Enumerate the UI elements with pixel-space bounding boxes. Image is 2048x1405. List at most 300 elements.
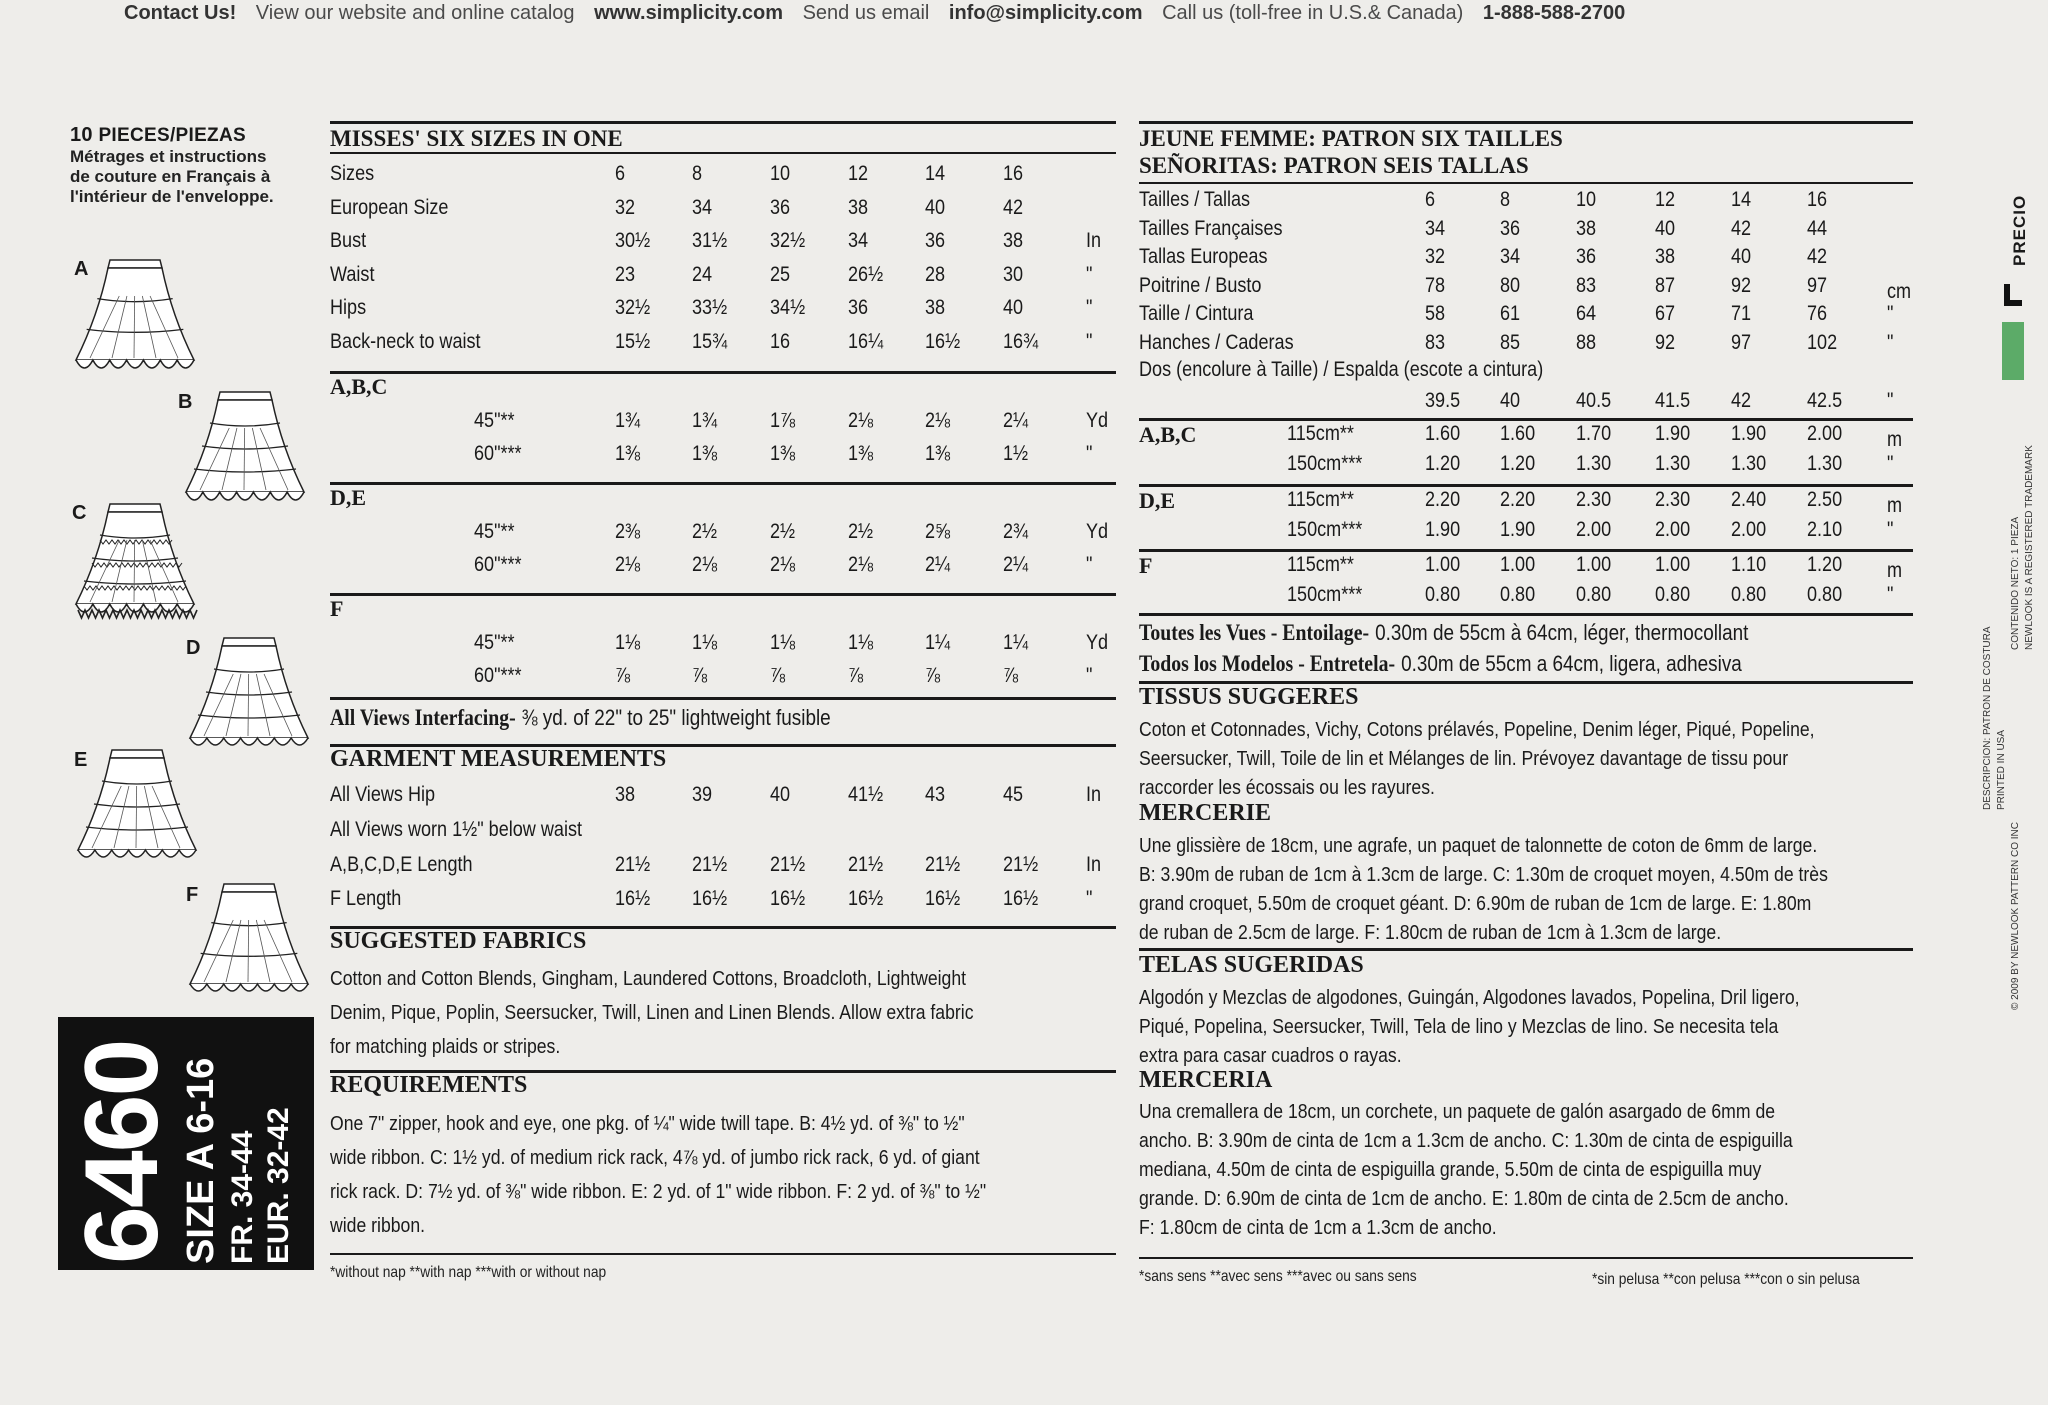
merceria-line: F: 1.80cm de cinta de 1cm a 1.3cm de ancho. bbox=[1139, 1216, 1497, 1239]
yardage-value: 2.20 bbox=[1500, 488, 1536, 511]
size-value: 38 bbox=[1003, 229, 1024, 252]
printed-text: PRINTED IN USA bbox=[1996, 729, 2007, 810]
size-value: 34 bbox=[1425, 216, 1446, 240]
size-value: 36 bbox=[1500, 216, 1521, 240]
view-group-label: F bbox=[330, 596, 344, 621]
yardage-value: ⅞ bbox=[925, 664, 941, 687]
yardage-value: 1⅛ bbox=[848, 631, 874, 654]
back-length-value: 41.5 bbox=[1655, 389, 1691, 412]
trademark-text: NEWLOOK IS A REGISTERED TRADEMARK bbox=[2024, 445, 2035, 650]
english-title-rule bbox=[330, 152, 1116, 154]
size-value: 92 bbox=[1655, 330, 1676, 354]
interfacing-text: ⅜ yd. of 22" to 25" lightweight fusible bbox=[521, 705, 831, 730]
yardage-value: 2⅛ bbox=[848, 553, 874, 576]
garment-value: 21½ bbox=[1003, 853, 1039, 876]
size-value: 38 bbox=[925, 296, 946, 319]
fabric-width: 60"*** bbox=[474, 553, 522, 576]
size-value: 24 bbox=[692, 262, 713, 286]
view-letter-a: A bbox=[74, 258, 89, 280]
unit: " bbox=[1086, 553, 1093, 576]
yardage-value: 0.80 bbox=[1807, 583, 1843, 606]
unit: " bbox=[1086, 664, 1093, 687]
view-block-rule bbox=[1139, 484, 1913, 487]
interfacing-rule bbox=[1139, 613, 1913, 616]
yardage-value: 1¼ bbox=[1003, 631, 1029, 654]
size-value: 15¾ bbox=[692, 329, 728, 353]
french-note-1: Métrages et instructions bbox=[70, 147, 267, 166]
yardage-value: 1⅜ bbox=[848, 442, 874, 465]
english-title: MISSES' SIX SIZES IN ONE bbox=[330, 126, 623, 151]
size-row-label: Tailles / Tallas bbox=[1139, 188, 1251, 211]
size-value: 44 bbox=[1807, 216, 1828, 240]
skirt-view-c-icon bbox=[70, 500, 200, 622]
yardage-value: 1.00 bbox=[1655, 553, 1691, 576]
view-block-rule bbox=[330, 371, 1116, 374]
garment-value: 21½ bbox=[925, 853, 961, 876]
unit: In bbox=[1086, 783, 1102, 806]
requirements-line: wide ribbon. C: 1½ yd. of medium rick rack, 4⅞ yd. of jumbo rick rack, 6 yd. of giant bbox=[330, 1146, 980, 1169]
size-row-label: Poitrine / Busto bbox=[1139, 273, 1262, 297]
yardage-value: 1⅜ bbox=[770, 442, 796, 465]
fabrics-line: Cotton and Cotton Blends, Gingham, Laundered Cottons, Broadcloth, Lightweight bbox=[330, 967, 967, 990]
garment-value: 40 bbox=[770, 783, 791, 806]
back-length-value: 40.5 bbox=[1576, 389, 1612, 412]
view-letter-b: B bbox=[178, 391, 193, 413]
size-value: 58 bbox=[1425, 302, 1446, 325]
yardage-value: ⅞ bbox=[848, 664, 864, 687]
telas-line: Algodón y Mezclas de algodones, Guingán, Algodones lavados, Popelina, Dril ligero, bbox=[1139, 986, 1800, 1009]
yardage-value: 1¾ bbox=[692, 409, 718, 432]
size-value: 40 bbox=[1655, 216, 1676, 240]
mercerie-line: Une glissière de 18cm, une agrafe, un paquet de talonnette de coton de 6mm de large. bbox=[1139, 834, 1818, 857]
size-value: 15½ bbox=[615, 329, 651, 353]
english-top-rule bbox=[330, 121, 1116, 124]
garment-value: 45 bbox=[1003, 783, 1024, 806]
size-row-label: Tallas Europeas bbox=[1139, 245, 1268, 268]
unit: In bbox=[1086, 853, 1102, 876]
size-value: 33½ bbox=[692, 296, 728, 319]
view-letter-f: F bbox=[186, 884, 199, 906]
size-row-label: Sizes bbox=[330, 162, 375, 185]
yardage-value: 2½ bbox=[770, 520, 796, 543]
interfacing-es-text: 0.30m de 55cm a 64cm, ligera, adhesiva bbox=[1401, 651, 1742, 676]
view-block-rule bbox=[330, 593, 1116, 596]
website-link[interactable]: www.simplicity.com bbox=[594, 2, 784, 24]
merceria-line: ancho. B: 3.90m de cinta de 1cm a 1.3cm de ancho. C: 1.30m de cinta de espiguilla bbox=[1139, 1129, 1793, 1152]
yardage-value: 1⅜ bbox=[615, 442, 641, 465]
merceria-line: grande. D: 6.90m de cinta de 1cm de ancho. E: 1.80m de cinta de 2.5cm de ancho. bbox=[1139, 1187, 1789, 1210]
interfacing-es-line bbox=[1139, 651, 1742, 677]
copyright-text: © 2009 BY NEWLOOK PATTERN CO INC bbox=[2010, 822, 2021, 1010]
interfacing-rule bbox=[330, 697, 1116, 700]
contact-label: Contact Us! bbox=[124, 2, 237, 24]
unit: " bbox=[1887, 302, 1894, 325]
mercerie-line: B: 3.90m de ruban de 1cm à 1.3cm de large. C: 1.30m de croquet moyen, 4.50m de très bbox=[1139, 863, 1828, 886]
back-length-value: 39.5 bbox=[1425, 389, 1461, 412]
fabric-width: 45"** bbox=[474, 409, 515, 432]
size-value: 80 bbox=[1500, 273, 1521, 297]
precio-label: PRECIO bbox=[2010, 194, 2029, 266]
size-value: 76 bbox=[1807, 302, 1828, 325]
unit: Yd bbox=[1086, 520, 1109, 543]
unit: m bbox=[1887, 494, 1903, 517]
size-row-label: Tailles Françaises bbox=[1139, 216, 1283, 240]
view-letter-e: E bbox=[74, 749, 88, 771]
size-value: 30½ bbox=[615, 229, 651, 252]
phone-number: 1-888-588-2700 bbox=[1482, 2, 1626, 24]
size-value: 16¼ bbox=[848, 329, 884, 353]
unit: " bbox=[1887, 518, 1894, 541]
yardage-value: 1.00 bbox=[1500, 553, 1536, 576]
yardage-value: 2.00 bbox=[1807, 422, 1843, 445]
yardage-value: 1.00 bbox=[1576, 553, 1612, 576]
yardage-value: ⅞ bbox=[1003, 664, 1019, 687]
fabric-width: 45"** bbox=[474, 520, 515, 543]
size-value: 16 bbox=[770, 329, 791, 353]
fabric-width: 60"*** bbox=[474, 442, 522, 465]
unit: " bbox=[1086, 296, 1093, 319]
merceria-line: Una cremallera de 18cm, un corchete, un paquete de galón asargado de 6mm de bbox=[1139, 1100, 1776, 1123]
yardage-value: 1⅛ bbox=[615, 631, 641, 654]
price-swatch bbox=[2002, 322, 2024, 380]
size-value: 16¾ bbox=[1003, 329, 1039, 353]
french-top-rule bbox=[1139, 121, 1913, 124]
size-value: 14 bbox=[1731, 188, 1752, 211]
size-value: 8 bbox=[692, 162, 703, 185]
fabric-width: 150cm*** bbox=[1287, 583, 1363, 606]
size-value: 87 bbox=[1655, 273, 1676, 297]
back-length-label: Dos (encolure à Taille) / Espalda (escote a cintura) bbox=[1139, 358, 1544, 381]
telas-line: extra para casar cuadros o rayas. bbox=[1139, 1044, 1402, 1067]
garment-value: 39 bbox=[692, 783, 713, 806]
yardage-value: 2⅛ bbox=[615, 553, 641, 576]
size-value: 67 bbox=[1655, 302, 1676, 325]
size-value: 102 bbox=[1807, 330, 1838, 354]
unit: Yd bbox=[1086, 409, 1109, 432]
unit: " bbox=[1086, 442, 1093, 465]
unit: m bbox=[1887, 428, 1903, 451]
email-link[interactable]: info@simplicity.com bbox=[948, 2, 1143, 24]
tissus-line: Coton et Cotonnades, Vichy, Cotons prélavés, Popeline, Denim léger, Piqué, Popeline, bbox=[1139, 718, 1815, 741]
size-value: 78 bbox=[1425, 273, 1446, 297]
yardage-value: 2⅛ bbox=[848, 409, 874, 432]
unit: cm bbox=[1887, 279, 1912, 303]
size-row-label: Waist bbox=[330, 262, 375, 286]
view-group-label: D,E bbox=[330, 485, 367, 510]
size-range: SIZE A 6-16 bbox=[180, 1057, 222, 1264]
size-row-label: Back-neck to waist bbox=[330, 329, 481, 353]
yardage-value: ⅞ bbox=[770, 664, 786, 687]
spanish-title: SEÑORITAS: PATRON SEIS TALLAS bbox=[1139, 153, 1529, 178]
yardage-value: 2.20 bbox=[1425, 488, 1461, 511]
yardage-value: ⅞ bbox=[692, 664, 708, 687]
unit: " bbox=[1887, 389, 1894, 412]
yardage-value: 2.00 bbox=[1731, 518, 1767, 541]
yardage-value: 1.90 bbox=[1500, 518, 1536, 541]
garment-row-label: A,B,C,D,E Length bbox=[330, 853, 473, 876]
size-value: 40 bbox=[1003, 296, 1024, 319]
yardage-value: 0.80 bbox=[1655, 583, 1691, 606]
yardage-value: 2⅛ bbox=[925, 409, 951, 432]
yardage-value: 0.80 bbox=[1500, 583, 1536, 606]
size-value: 32 bbox=[1425, 245, 1446, 268]
fabrics-title: SUGGESTED FABRICS bbox=[330, 928, 587, 954]
footnote-fr: *sans sens **avec sens ***avec ou sans sens bbox=[1139, 1268, 1417, 1285]
yardage-value: 1.30 bbox=[1576, 452, 1612, 475]
size-value: 8 bbox=[1500, 188, 1511, 211]
size-value: 10 bbox=[770, 162, 791, 185]
size-row-label: Bust bbox=[330, 229, 367, 252]
yardage-value: 1.70 bbox=[1576, 422, 1612, 445]
size-value: 34½ bbox=[770, 296, 806, 319]
size-value: 83 bbox=[1425, 330, 1446, 354]
size-value: 71 bbox=[1731, 302, 1752, 325]
yardage-value: 2¼ bbox=[925, 553, 951, 576]
tissus-line: Seersucker, Twill, Toile de lin et Mélanges de lin. Prévoyez davantage de tissu pour bbox=[1139, 747, 1789, 770]
unit: " bbox=[1887, 452, 1894, 475]
mercerie-line: de ruban de 2.5cm de large. F: 1.80cm de ruban de 1cm à 1.3cm de large. bbox=[1139, 921, 1722, 944]
yardage-value: 2.40 bbox=[1731, 488, 1767, 511]
size-value: 42 bbox=[1003, 195, 1024, 219]
fabrics-line: for matching plaids or stripes. bbox=[330, 1035, 561, 1058]
size-value: 36 bbox=[925, 229, 946, 252]
requirements-line: rick rack. D: 7½ yd. of ⅜" wide ribbon. E: 2 yd. of 1" wide ribbon. F: 2 yd. of ⅜" to ½" bbox=[330, 1180, 987, 1203]
size-value: 97 bbox=[1807, 273, 1828, 297]
eur-size-range: EUR. 32-42 bbox=[262, 1107, 295, 1264]
garment-value: 21½ bbox=[692, 853, 728, 876]
telas-title: TELAS SUGERIDAS bbox=[1139, 952, 1364, 978]
corner-mark-icon bbox=[2004, 284, 2022, 306]
size-value: 42 bbox=[1731, 216, 1752, 240]
yardage-value: 2⅝ bbox=[925, 520, 951, 543]
yardage-value: 1½ bbox=[1003, 442, 1029, 465]
website-text: View our website and online catalog bbox=[255, 2, 575, 24]
yardage-value: 1⅞ bbox=[770, 409, 796, 432]
size-value: 38 bbox=[1576, 216, 1597, 240]
unit: m bbox=[1887, 559, 1903, 582]
yardage-value: 2⅛ bbox=[770, 553, 796, 576]
yardage-value: 1.30 bbox=[1807, 452, 1843, 475]
telas-line: Piqué, Popelina, Seersucker, Twill, Tela de lino y Mezclas de lino. Se necesita tela bbox=[1139, 1015, 1779, 1038]
merceria-title: MERCERIA bbox=[1139, 1067, 1273, 1093]
size-value: 31½ bbox=[692, 229, 728, 252]
size-value: 38 bbox=[1655, 245, 1676, 268]
yardage-value: 1⅛ bbox=[692, 631, 718, 654]
yardage-value: 1⅛ bbox=[770, 631, 796, 654]
requirements-title: REQUIREMENTS bbox=[330, 1072, 528, 1098]
yardage-value: 1⅜ bbox=[692, 442, 718, 465]
size-value: 61 bbox=[1500, 302, 1521, 325]
yardage-value: 1.20 bbox=[1500, 452, 1536, 475]
yardage-value: 1.20 bbox=[1425, 452, 1461, 475]
garment-row-label: All Views worn 1½" below waist bbox=[330, 818, 583, 841]
size-value: 97 bbox=[1731, 330, 1752, 354]
view-block-rule bbox=[330, 482, 1116, 485]
size-value: 12 bbox=[1655, 188, 1676, 211]
size-value: 38 bbox=[848, 195, 869, 219]
garment-value: 21½ bbox=[848, 853, 884, 876]
size-value: 30 bbox=[1003, 262, 1024, 286]
garment-value: 16½ bbox=[925, 887, 961, 910]
size-value: 23 bbox=[615, 262, 636, 286]
yardage-value: 2¼ bbox=[1003, 409, 1029, 432]
size-value: 6 bbox=[615, 162, 626, 185]
skirt-view-a-icon bbox=[70, 256, 200, 378]
french-note-2: de couture en Français à bbox=[70, 167, 271, 186]
interfacing-line bbox=[330, 705, 831, 731]
view-letter-d: D bbox=[186, 637, 201, 659]
yardage-value: 0.80 bbox=[1576, 583, 1612, 606]
yardage-value: 2.00 bbox=[1655, 518, 1691, 541]
back-length-value: 42.5 bbox=[1807, 389, 1843, 412]
interfacing-fr-line bbox=[1139, 620, 1748, 646]
garment-value: 16½ bbox=[1003, 887, 1039, 910]
contact-bar bbox=[124, 2, 1639, 25]
yardage-value: 1.30 bbox=[1731, 452, 1767, 475]
size-row-label: Hips bbox=[330, 296, 367, 319]
fabric-width: 45"** bbox=[474, 631, 515, 654]
garment-title: GARMENT MEASUREMENTS bbox=[330, 746, 667, 772]
footnote-es: *sin pelusa **con pelusa ***con o sin pelusa bbox=[1592, 1271, 1860, 1288]
size-value: 6 bbox=[1425, 188, 1436, 211]
size-row-label: Taille / Cintura bbox=[1139, 302, 1254, 325]
yardage-value: 2½ bbox=[848, 520, 874, 543]
size-value: 16 bbox=[1807, 188, 1828, 211]
unit: " bbox=[1887, 330, 1894, 354]
skirt-view-e-icon bbox=[72, 746, 202, 868]
yardage-value: 2.50 bbox=[1807, 488, 1843, 511]
size-value: 92 bbox=[1731, 273, 1752, 297]
yardage-value: 1.60 bbox=[1425, 422, 1461, 445]
french-title: JEUNE FEMME: PATRON SIX TAILLES bbox=[1139, 126, 1563, 151]
footnote-rule bbox=[1139, 1257, 1913, 1259]
back-length-value: 40 bbox=[1500, 389, 1521, 412]
size-value: 40 bbox=[925, 195, 946, 219]
size-value: 40 bbox=[1731, 245, 1752, 268]
size-value: 28 bbox=[925, 262, 946, 286]
size-value: 42 bbox=[1807, 245, 1828, 268]
yardage-value: 2.00 bbox=[1576, 518, 1612, 541]
garment-value: 16½ bbox=[770, 887, 806, 910]
mercerie-title: MERCERIE bbox=[1139, 800, 1272, 826]
view-group-label: D,E bbox=[1139, 488, 1176, 513]
size-row-label: Hanches / Caderas bbox=[1139, 330, 1294, 354]
back-length-value: 42 bbox=[1731, 389, 1752, 412]
size-row-label: European Size bbox=[330, 195, 449, 219]
pieces-block bbox=[70, 124, 320, 207]
size-value: 36 bbox=[1576, 245, 1597, 268]
interfacing-fr-label: Toutes les Vues - Entoilage- bbox=[1139, 620, 1370, 645]
yardage-value: 2¼ bbox=[1003, 553, 1029, 576]
size-value: 32½ bbox=[615, 296, 651, 319]
size-value: 88 bbox=[1576, 330, 1597, 354]
unit: " bbox=[1086, 329, 1093, 353]
contenido-text: CONTENIDO NETO: 1 PIEZA bbox=[2010, 516, 2021, 650]
view-letter-c: C bbox=[72, 502, 87, 524]
yardage-value: 1.60 bbox=[1500, 422, 1536, 445]
view-block-rule bbox=[1139, 418, 1913, 421]
size-value: 14 bbox=[925, 162, 946, 185]
fabric-width: 150cm*** bbox=[1287, 518, 1363, 541]
interfacing-es-label: Todos los Modelos - Entretela- bbox=[1139, 651, 1396, 676]
yardage-value: 1.90 bbox=[1731, 422, 1767, 445]
size-value: 36 bbox=[770, 195, 791, 219]
garment-value: 43 bbox=[925, 783, 946, 806]
size-value: 64 bbox=[1576, 302, 1597, 325]
size-value: 85 bbox=[1500, 330, 1521, 354]
yardage-value: 2¾ bbox=[1003, 520, 1029, 543]
phone-text: Call us (toll-free in U.S.& Canada) bbox=[1162, 2, 1464, 24]
unit: Yd bbox=[1086, 631, 1109, 654]
french-title-rule bbox=[1139, 182, 1913, 184]
view-block-rule bbox=[1139, 549, 1913, 552]
requirements-line: One 7" zipper, hook and eye, one pkg. of ¼" wide twill tape. B: 4½ yd. of ⅜" to ½" bbox=[330, 1112, 965, 1135]
garment-value: 16½ bbox=[848, 887, 884, 910]
english-footnote: *without nap **with nap ***with or without nap bbox=[330, 1264, 607, 1281]
fabric-width: 60"*** bbox=[474, 664, 522, 687]
fr-size-range: FR. 34-44 bbox=[226, 1130, 259, 1264]
view-group-label: A,B,C bbox=[1139, 422, 1197, 447]
tissus-line: raccorder les écossais ou les rayures. bbox=[1139, 776, 1435, 799]
size-value: 32½ bbox=[770, 229, 806, 252]
skirt-view-b-icon bbox=[180, 388, 310, 510]
garment-value: 41½ bbox=[848, 783, 884, 806]
yardage-value: 1.00 bbox=[1425, 553, 1461, 576]
yardage-value: 2½ bbox=[692, 520, 718, 543]
skirt-view-f-icon bbox=[184, 880, 314, 1002]
unit: " bbox=[1086, 887, 1093, 910]
email-text: Send us email bbox=[802, 2, 930, 24]
size-value: 12 bbox=[848, 162, 869, 185]
garment-row-label: F Length bbox=[330, 887, 402, 910]
garment-value: 16½ bbox=[692, 887, 728, 910]
mercerie-line: grand croquet, 5.50m de croquet géant. D: 6.90m de ruban de 1cm de large. E: 1.80m bbox=[1139, 892, 1812, 915]
yardage-value: 0.80 bbox=[1731, 583, 1767, 606]
yardage-value: 2⅛ bbox=[692, 553, 718, 576]
size-value: 34 bbox=[1500, 245, 1521, 268]
view-group-label: F bbox=[1139, 553, 1153, 578]
yardage-value: 1.20 bbox=[1807, 553, 1843, 576]
yardage-value: 2.30 bbox=[1655, 488, 1691, 511]
size-value: 16 bbox=[1003, 162, 1024, 185]
footnote-rule bbox=[330, 1253, 1116, 1255]
size-value: 32 bbox=[615, 195, 636, 219]
yardage-value: 1¼ bbox=[925, 631, 951, 654]
size-value: 25 bbox=[770, 262, 791, 286]
garment-value: 38 bbox=[615, 783, 636, 806]
yardage-value: 2.10 bbox=[1807, 518, 1843, 541]
telas-rule bbox=[1139, 948, 1913, 951]
interfacing-fr-text: 0.30m de 55cm à 64cm, léger, thermocollant bbox=[1375, 620, 1749, 645]
yardage-value: 1.90 bbox=[1655, 422, 1691, 445]
yardage-value: 1⅜ bbox=[925, 442, 951, 465]
patron-text: DESCRIPCION: PATRON DE COSTURA bbox=[1982, 626, 1993, 810]
view-group-label: A,B,C bbox=[330, 374, 388, 399]
garment-value: 21½ bbox=[770, 853, 806, 876]
pattern-number: 6460 bbox=[64, 1040, 180, 1264]
fabrics-line: Denim, Pique, Poplin, Seersucker, Twill, Linen and Linen Blends. Allow extra fabric bbox=[330, 1001, 974, 1024]
unit: " bbox=[1887, 583, 1894, 606]
tissus-title: TISSUS SUGGERES bbox=[1139, 684, 1359, 710]
yardage-value: ⅞ bbox=[615, 664, 631, 687]
fabric-width: 115cm** bbox=[1287, 422, 1354, 445]
yardage-value: 2⅜ bbox=[615, 520, 641, 543]
skirt-view-d-icon bbox=[184, 634, 314, 756]
garment-value: 21½ bbox=[615, 853, 651, 876]
yardage-value: 1.10 bbox=[1731, 553, 1767, 576]
size-value: 16½ bbox=[925, 329, 961, 353]
fabric-width: 115cm** bbox=[1287, 488, 1354, 511]
